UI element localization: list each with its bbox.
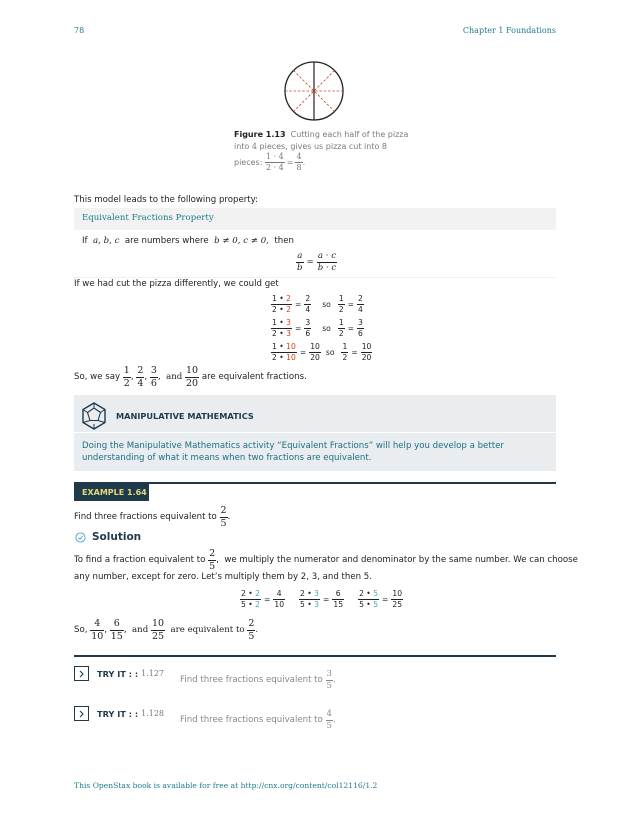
solution-line-1: To find a fraction equivalent to $\frac{2}{5}$ , we multiply the numerator and denominator by the same number. We can choose [74, 548, 578, 572]
try-it-number: 1.127 [141, 669, 165, 678]
page-number: 78 [74, 26, 85, 35]
chevron-right-icon[interactable] [74, 706, 89, 721]
eq-row: $\frac{1 • 10}{2 • 10}$ = $\frac{10}{20}$ so $\frac{1}{2}$ = $\frac{10}{20}$ [272, 341, 372, 362]
solution-line-2: any number, except for zero. Let’s multiply them by 2, 3, and then 5. [74, 572, 373, 582]
try-it-rule [74, 655, 556, 657]
intro-text: This model leads to the following property: [74, 195, 259, 205]
figure-label: Figure 1.13 [234, 130, 286, 139]
example-badge: EXAMPLE 1.64 [74, 482, 149, 501]
try-it-1128 [74, 706, 164, 721]
multiplication-row: $\frac{2 • 2}{5 • 2}$ = $\frac{4}{10}$ $\frac{2 • 3}{5 • 3}$ = $\frac{6}{15}$ $\frac{2 • 5}{5 • 5}$ = $\frac{10}{25}$ [241, 589, 403, 609]
manipulative-title: MANIPULATIVE MATHEMATICS [116, 411, 254, 421]
eq-row: $\frac{1 • 2}{2 • 2}$ = $\frac{2}{4}$ so $\frac{1}{2}$ = $\frac{2}{4}$ [272, 293, 363, 314]
try-it-label: TRY IT : : [97, 668, 139, 679]
property-equation: $\frac{a}{b}$ = $\frac{a \cdot c}{b \cdot c}$ [297, 251, 337, 273]
figure-caption: Figure 1.13 Cutting each half of the pizza into 4 pieces, gives us pizza cut into 8 pieces: $\frac{1 \cdot 4}{2 \cdot 4}$ = $\frac{4}{8}$ . [234, 130, 409, 172]
caption-result-fraction: $\frac{4}{8}$ [296, 152, 302, 172]
property-title: Equivalent Fractions Property [82, 213, 214, 223]
so-we-say-line: So, we say $\frac{1}{2}$ , $\frac{2}{4}$ , $\frac{3}{6}$ , and $\frac{10}{20}$ are equivalent fractions. [74, 365, 307, 389]
property-title-bar [74, 208, 556, 230]
property-body: If a, b, c are numbers where b ≠ 0, c ≠ 0, then $\frac{a}{b}$ = $\frac{a \cdot c}{b \cdot c}$ [74, 230, 556, 278]
manipulative-box [74, 395, 556, 471]
example-prompt: Find three fractions equivalent to $\frac{2}{5}$ . [74, 505, 231, 529]
solution-heading: Solution [75, 531, 141, 543]
example-conclusion: So, $\frac{4}{10}$ , $\frac{6}{15}$ , and $\frac{10}{25}$ are equivalent to $\frac{2}{5}$ . [74, 618, 259, 642]
check-circle-icon [75, 532, 86, 543]
eq-row: $\frac{1 • 3}{2 • 3}$ = $\frac{3}{6}$ so $\frac{1}{2}$ = $\frac{3}{6}$ [272, 317, 363, 338]
caption-fraction: $\frac{1 \cdot 4}{2 \cdot 4}$ [265, 152, 284, 172]
footer-text: This OpenStax book is available for free at http://cnx.org/content/col12116/1.2 [74, 781, 378, 790]
polyhedron-icon [81, 402, 107, 430]
chapter-title: Chapter 1 Foundations [462, 26, 556, 35]
manipulative-divider [74, 432, 556, 433]
equivalent-rows [271, 292, 372, 364]
try-it-label: TRY IT : : [97, 708, 139, 719]
try-it-number: 1.128 [141, 709, 165, 718]
try-it-1127-text: Find three fractions equivalent to $\frac{3}{5}$ . [180, 669, 336, 691]
pizza-figure [283, 60, 345, 122]
manipulative-text: Doing the Manipulative Mathematics activity “Equivalent Fractions” will help you develop a better understanding of what it means when two fractions are equivalent. [82, 441, 504, 463]
cut-text: If we had cut the pizza differently, we could get [74, 279, 279, 289]
try-it-1128-text: Find three fractions equivalent to $\frac{4}{5}$ . [180, 709, 336, 731]
chevron-right-icon[interactable] [74, 666, 89, 681]
try-it-1127 [74, 666, 164, 681]
